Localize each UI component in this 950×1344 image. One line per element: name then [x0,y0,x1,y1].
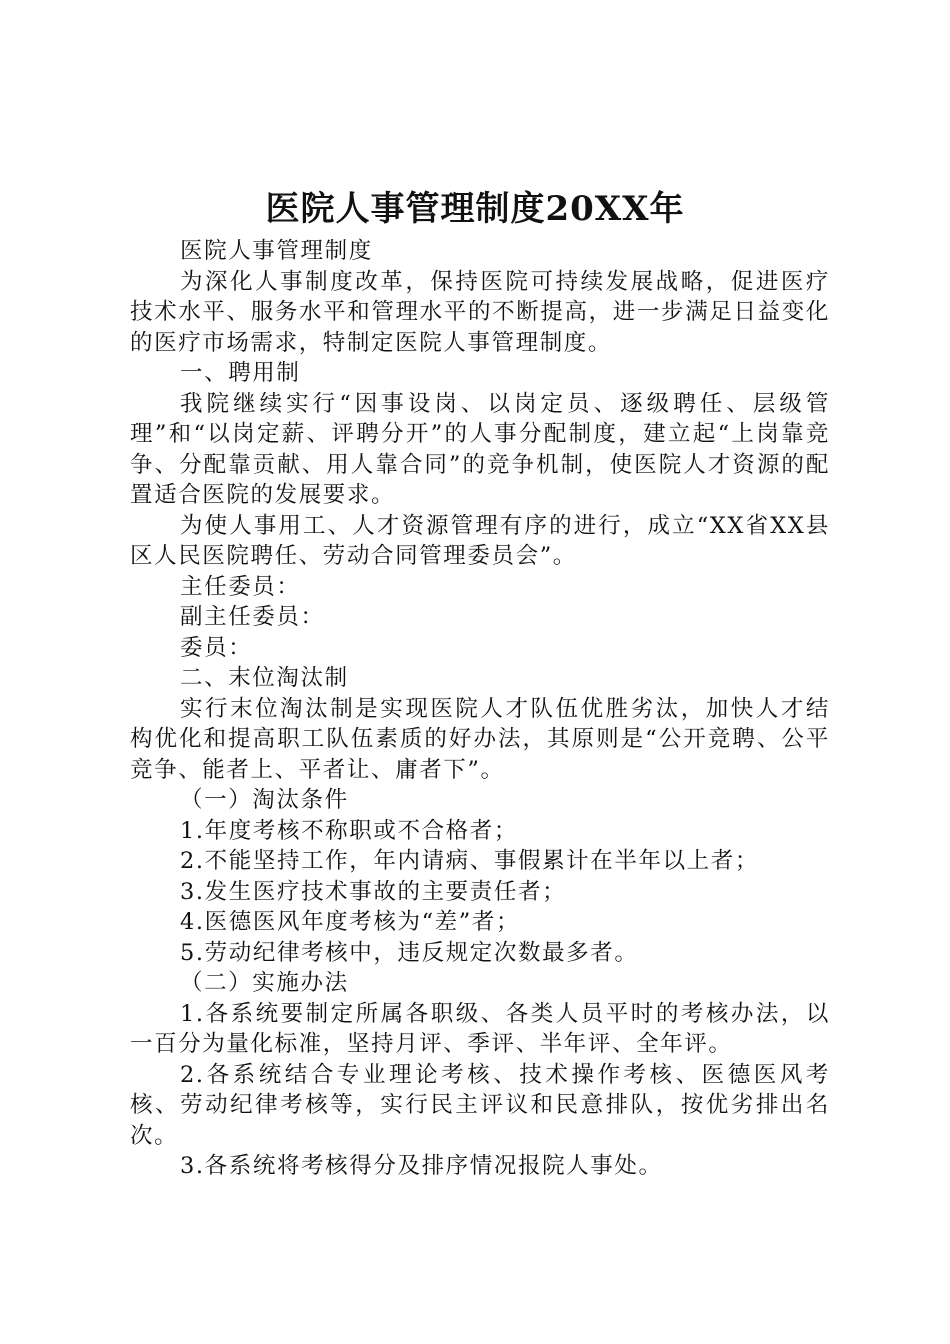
subsection-heading: （一）淘汰条件 [180,787,349,813]
committee-line: 委员： [180,634,253,661]
committee-line: 副主任委员： [180,604,325,630]
paragraph: 为使人事用工、人才资源管理有序的进行，成立“XX省XX县区人民医院聘任、劳动合同管理委员会”。 [130,512,830,569]
paragraph-subtitle: 医院人事管理制度 [180,238,373,264]
list-item: 5.劳动纪律考核中，违反规定次数最多者。 [180,939,639,966]
list-item: 3.发生医疗技术事故的主要责任者； [180,878,567,905]
section-heading-1: 一、聘用制 [180,360,301,386]
paragraph: 我院继续实行“因事设岗、以岗定员、逐级聘任、层级管理”和“以岗定薪、评聘分开”的人事分配制度，建立起“上岗靠竞争、分配靠贡献、用人靠合同”的竞争机制，使医院人才资源的配置适合医院的发展要求。 [130,390,830,508]
document-title: 医院人事管理制度20XX年 [265,189,685,229]
list-item: 1.各系统要制定所属各职级、各类人员平时的考核办法，以一百分为量化标准，坚持月评、季评、半年评、全年评。 [130,1000,830,1057]
paragraph: 实行末位淘汰制是实现医院人才队伍优胜劣汰，加快人才结构优化和提高职工队伍素质的好办法，其原则是“公开竞聘、公平竞争、能者上、平者让、庸者下”。 [130,695,830,783]
list-item: 4.医德医风年度考核为“差”者； [180,909,521,935]
list-item: 2.不能坚持工作，年内请病、事假累计在半年以上者； [180,848,759,874]
subsection-heading: （二）实施办法 [180,970,349,996]
list-item: 1.年度考核不称职或不合格者； [180,817,518,844]
paragraph-intro: 为深化人事制度改革，保持医院可持续发展战略，促进医疗技术水平、服务水平和管理水平的不断提高，进一步满足日益变化的医疗市场需求，特制定医院人事管理制度。 [130,268,830,356]
list-item: 2.各系统结合专业理论考核、技术操作考核、医德医风考核、劳动纪律考核等，实行民主评议和民意排队，按优劣排出名次。 [130,1061,830,1149]
committee-line: 主任委员： [180,573,301,600]
list-item: 3.各系统将考核得分及排序情况报院人事处。 [180,1153,663,1179]
section-heading-2: 二、末位淘汰制 [180,665,349,691]
document-body [130,236,830,1182]
